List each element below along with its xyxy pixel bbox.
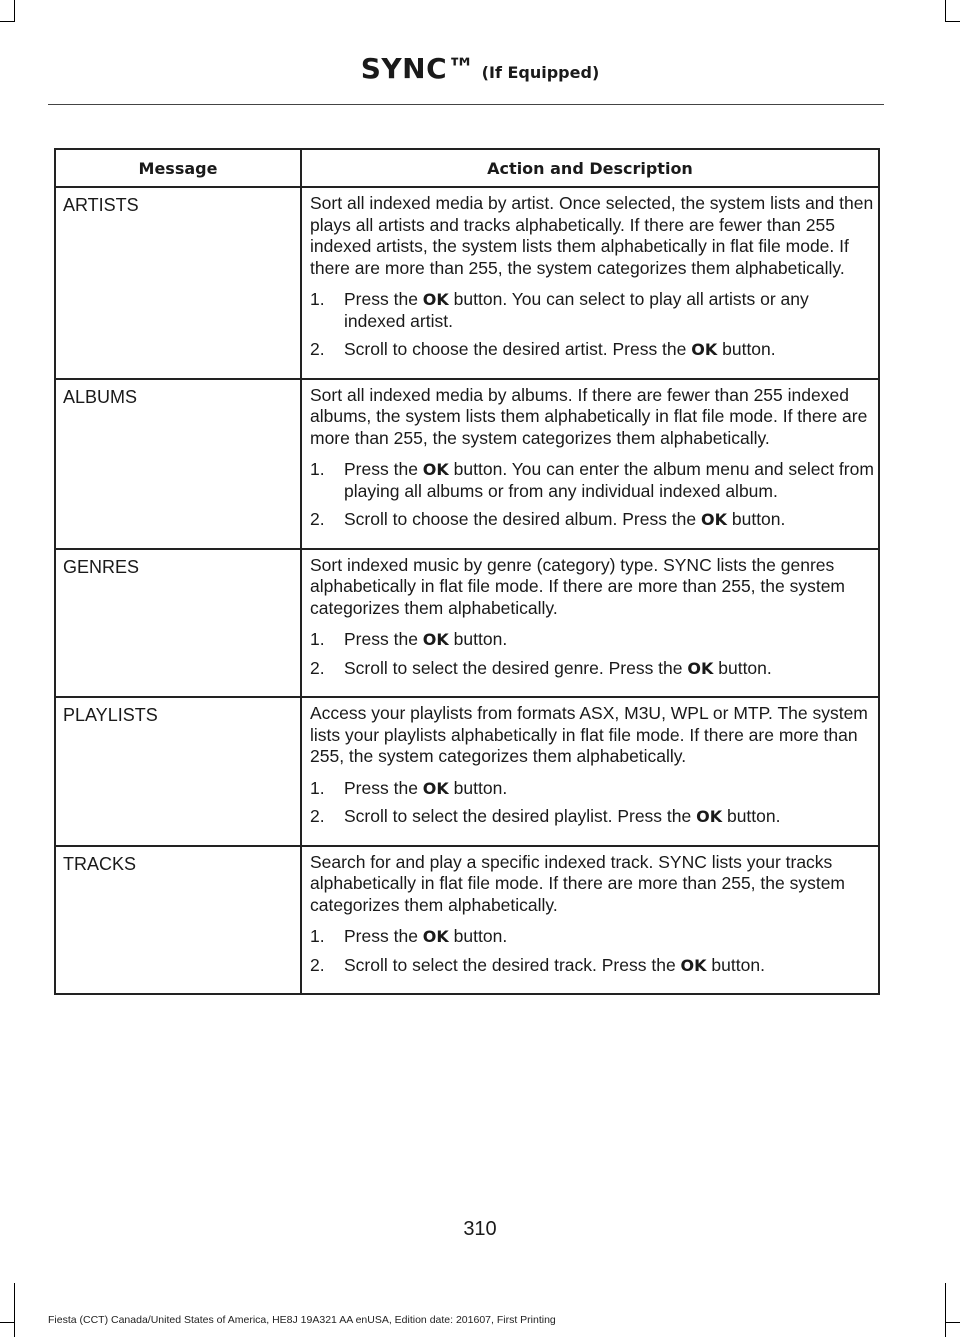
ok-button-label: OK — [701, 510, 727, 529]
description-cell — [301, 846, 879, 995]
step-text: button. — [713, 657, 772, 678]
page-number: 310 — [463, 1218, 497, 1240]
crop-mark — [945, 21, 960, 22]
step-number: 1. — [310, 777, 325, 798]
step-item — [310, 778, 874, 800]
step-item — [310, 658, 874, 680]
crop-mark — [945, 1322, 960, 1323]
page-subtitle: (If Equipped) — [481, 63, 600, 82]
step-text: button. — [448, 777, 508, 798]
ok-button-label: OK — [422, 630, 449, 649]
message-cell: ARTISTS — [55, 187, 301, 379]
table-row — [55, 549, 879, 698]
table-row — [55, 846, 879, 995]
description-text: Sort indexed music by genre (category) type. SYNC lists the genres alphabetically in flat file mode. If there are more than 255, the system categorizes them alphabetically. — [310, 554, 846, 618]
ok-button-label: OK — [691, 340, 718, 359]
ok-button-label: OK — [680, 955, 707, 975]
step-text: Press the — [344, 459, 423, 479]
ok-button-label: OK — [696, 807, 723, 826]
step-number: 1. — [310, 459, 325, 479]
step-list — [310, 778, 874, 828]
crop-mark — [945, 0, 946, 22]
step-text: button. You can select to play all artists or any indexed artist. — [344, 289, 809, 331]
column-header-action: Action and Description — [301, 149, 879, 187]
description-cell — [301, 697, 879, 846]
step-text: button. — [706, 954, 765, 975]
step-text: button. — [722, 806, 781, 826]
crop-mark — [14, 1283, 15, 1337]
step-list — [310, 629, 874, 679]
crop-mark — [0, 21, 15, 22]
step-number: 1. — [310, 289, 325, 309]
footer-text: Fiesta (CCT) Canada/United States of America, HE8J 19A321 AA enUSA, Edition date: 201607, First Printing — [48, 1314, 556, 1326]
step-text: Scroll to select the desired genre. Press the — [344, 657, 688, 678]
step-item — [310, 955, 874, 977]
step-text: Scroll to select the desired playlist. Press the — [344, 806, 697, 826]
page-title: SYNC™ — [360, 52, 476, 85]
message-cell: ALBUMS — [55, 379, 301, 549]
step-item — [310, 289, 874, 332]
step-number: 2. — [310, 657, 325, 678]
step-number: 2. — [310, 954, 325, 975]
table-body — [55, 187, 879, 994]
description-text: Search for and play a specific indexed track. SYNC lists your tracks alphabetically in flat file mode. If there are more than 255, the system categorizes them alphabetically. — [310, 851, 846, 915]
step-number: 2. — [310, 339, 325, 359]
step-text: Scroll to select the desired track. Press the — [344, 954, 681, 975]
ok-button-label: OK — [422, 290, 449, 309]
step-text: button. — [448, 629, 508, 649]
header-divider — [48, 104, 884, 105]
crop-mark — [945, 1283, 946, 1337]
step-item — [310, 459, 874, 502]
description-text: Sort all indexed media by artist. Once selected, the system lists and then plays all artists and tracks alphabetically. If there are fewer than 255 indexed artists, the system lists them alphabetically in flat file mode. If there are more than 255, the system categorizes them alphabetically. — [310, 193, 874, 278]
description-text: Access your playlists from formats ASX, M3U, WPL or MTP. The system lists your playlists alphabetically in flat file mode. If there are more than 255, the system categorizes them alphabetically. — [310, 703, 868, 766]
step-list — [310, 459, 874, 531]
step-item — [310, 509, 874, 531]
message-table — [54, 148, 880, 995]
step-text: button. — [448, 926, 508, 946]
ok-button-label: OK — [422, 778, 449, 798]
description-cell — [301, 549, 879, 698]
column-header-message: Message — [55, 149, 301, 187]
step-text: Scroll to choose the desired album. Press the — [344, 509, 701, 529]
step-item — [310, 926, 874, 948]
description-cell — [301, 187, 879, 379]
step-number: 2. — [310, 806, 325, 826]
ok-button-label: OK — [687, 658, 714, 678]
crop-mark — [0, 1322, 15, 1323]
step-text: Scroll to choose the desired artist. Press the — [344, 339, 692, 359]
step-list — [310, 926, 874, 976]
table-row — [55, 697, 879, 846]
table-row — [55, 379, 879, 549]
table-row — [55, 187, 879, 379]
message-cell: PLAYLISTS — [55, 697, 301, 846]
step-text: button. — [717, 339, 776, 359]
step-text: button. You can enter the album menu and select from playing all albums or from any individual indexed album. — [344, 459, 874, 501]
step-item — [310, 629, 874, 651]
step-list — [310, 289, 874, 361]
message-cell: GENRES — [55, 549, 301, 698]
step-text: button. — [727, 509, 786, 529]
step-number: 1. — [310, 629, 325, 649]
step-number: 1. — [310, 926, 325, 946]
step-text: Press the — [344, 777, 423, 798]
step-text: Press the — [344, 926, 423, 946]
crop-mark — [14, 0, 15, 22]
message-cell: TRACKS — [55, 846, 301, 995]
step-number: 2. — [310, 509, 325, 529]
step-item — [310, 806, 874, 828]
step-item — [310, 339, 874, 361]
ok-button-label: OK — [422, 927, 449, 946]
table-header-row — [55, 149, 879, 187]
step-text: Press the — [344, 289, 423, 309]
step-text: Press the — [344, 629, 423, 649]
ok-button-label: OK — [422, 460, 449, 479]
page-header — [0, 52, 960, 85]
description-cell — [301, 379, 879, 549]
description-text: Sort all indexed media by albums. If there are fewer than 255 indexed albums, the system lists them alphabetically in flat file mode. If there are more than 255, the system categorizes them alphabetically. — [310, 384, 868, 448]
